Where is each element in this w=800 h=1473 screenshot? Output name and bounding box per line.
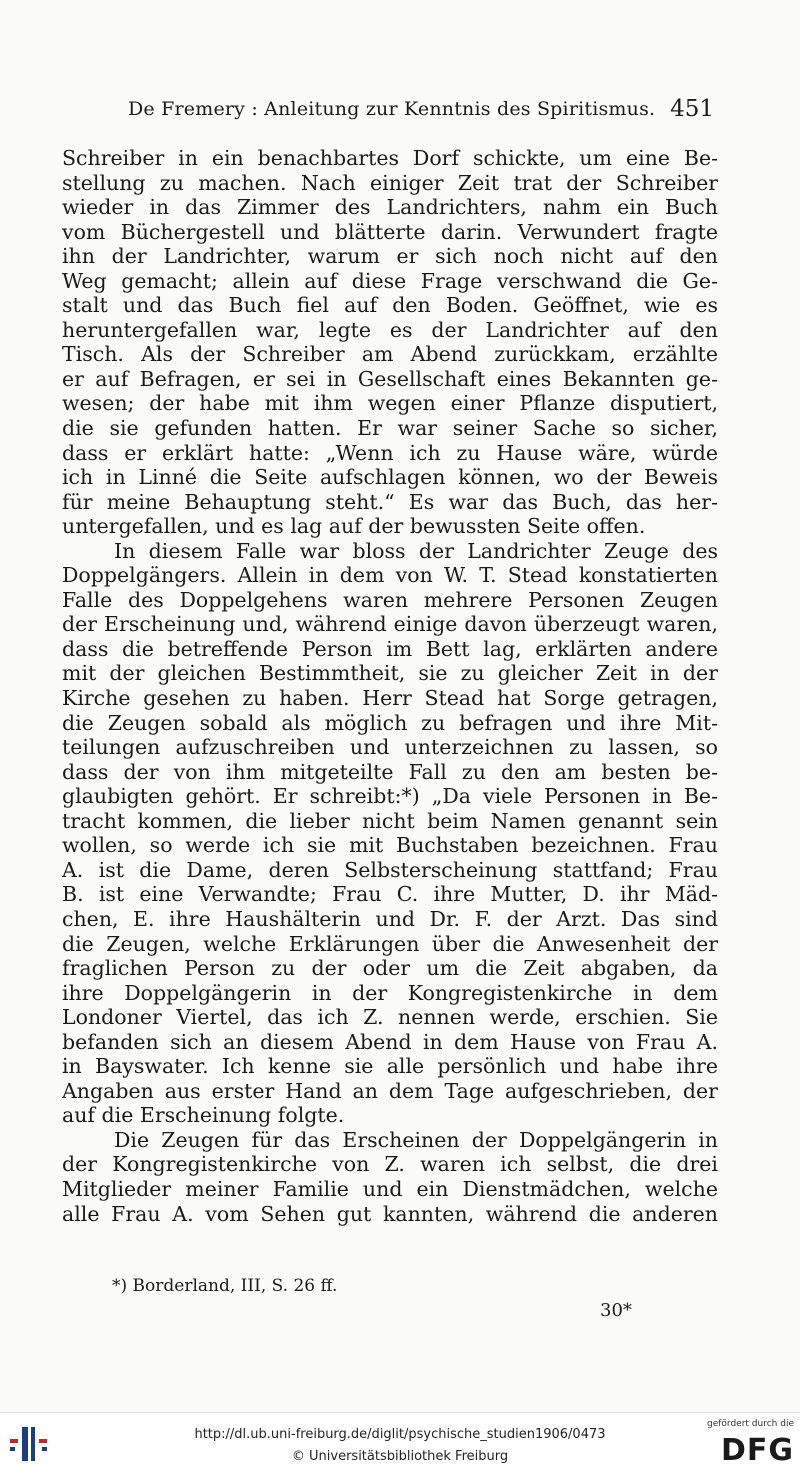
text-line: die Zeugen sobald als möglich zu befragen und ihre Mit- bbox=[62, 710, 718, 735]
text-line: wollen, so werde ich sie mit Buchstaben bezeichnen. Frau bbox=[62, 833, 718, 858]
text-line: glaubigten gehört. Er schreibt:*) „Da viele Personen in Be- bbox=[62, 784, 718, 809]
text-line: In diesem Falle war bloss der Landrichter Zeuge des bbox=[114, 538, 718, 563]
text-line: der Kongregistenkirche von Z. waren ich selbst, die drei bbox=[62, 1152, 718, 1177]
dfg-funding-logo bbox=[704, 1419, 794, 1469]
viewer-footer bbox=[0, 1412, 800, 1473]
text-line: mit der gleichen Bestimmtheit, sie zu gleicher Zeit in der bbox=[62, 661, 718, 686]
text-line: in Bayswater. Ich kenne sie alle persönlich und habe ihre bbox=[62, 1054, 718, 1079]
dfg-logo-icon: DFG bbox=[720, 1433, 794, 1468]
document-url-link[interactable]: http://dl.ub.uni-freiburg.de/diglit/psychische_studien1906/0473 bbox=[194, 1427, 606, 1442]
footnote: *) Borderland, III, S. 26 ff. bbox=[112, 1276, 338, 1296]
text-line: die Zeugen, welche Erklärungen über die Anwesenheit der bbox=[62, 931, 718, 956]
running-head: De Fremery : Anleitung zur Kenntnis des Spiritismus. bbox=[128, 98, 656, 120]
text-line: ihn der Landrichter, warum er sich noch nicht auf den bbox=[62, 244, 718, 269]
text-line: die sie gefunden hatten. Er war seiner Sache so sicher, bbox=[62, 416, 718, 441]
text-line: stalt und das Buch fiel auf den Boden. Geöffnet, wie es bbox=[62, 293, 718, 318]
copyright-notice: © Universitätsbibliothek Freiburg bbox=[291, 1449, 509, 1464]
text-line: heruntergefallen war, legte es der Landrichter auf den bbox=[62, 317, 718, 342]
text-line: wieder in das Zimmer des Landrichters, nahm ein Buch bbox=[62, 195, 718, 220]
text-line: B. ist eine Verwandte; Frau C. ihre Mutter, D. ihr Mäd- bbox=[62, 882, 718, 907]
text-line: A. ist die Dame, deren Selbsterscheinung stattfand; Frau bbox=[62, 857, 718, 882]
text-line: untergefallen, und es lag auf der bewussten Seite offen. bbox=[62, 514, 646, 539]
text-line: er auf Befragen, er sei in Gesellschaft eines Bekannten ge- bbox=[62, 366, 718, 391]
text-line: tracht kommen, die lieber nicht beim Namen genannt sein bbox=[62, 808, 718, 833]
text-line: dass der von ihm mitgeteilte Fall zu den am besten be- bbox=[62, 759, 718, 784]
page-number: 451 bbox=[670, 96, 714, 122]
text-line: Londoner Viertel, das ich Z. nennen werde, erschien. Sie bbox=[62, 1005, 718, 1030]
text-line: stellung zu machen. Nach einiger Zeit trat der Schreiber bbox=[62, 170, 718, 195]
text-line: Falle des Doppelgehens waren mehrere Personen Zeugen bbox=[62, 587, 718, 612]
text-line: Schreiber in ein benachbartes Dorf schickte, um eine Be- bbox=[62, 146, 718, 170]
text-line: Doppelgängers. Allein in dem von W. T. Stead konstatierten bbox=[62, 563, 718, 588]
text-line: vom Büchergestell und blätterte darin. Verwundert fragte bbox=[62, 219, 718, 244]
text-line: fraglichen Person zu der oder um die Zeit abgaben, da bbox=[62, 956, 718, 981]
text-line: Die Zeugen für das Erscheinen der Doppelgängerin in bbox=[114, 1127, 718, 1152]
text-line: dass er erklärt hatte: „Wenn ich zu Hause wäre, würde bbox=[62, 440, 718, 465]
body-text bbox=[62, 146, 718, 1226]
text-line: auf die Erscheinung folgte. bbox=[62, 1103, 345, 1128]
text-line: Tisch. Als der Schreiber am Abend zurückkam, erzählte bbox=[62, 342, 718, 367]
text-line: befanden sich an diesem Abend in dem Hause von Frau A. bbox=[62, 1029, 718, 1054]
text-line: ihre Doppelgängerin in der Kongregistenkirche in dem bbox=[62, 980, 718, 1005]
text-line: alle Frau A. vom Sehen gut kannten, während die anderen bbox=[62, 1201, 718, 1226]
dfg-tagline: gefördert durch die bbox=[707, 1419, 794, 1429]
text-line: Weg gemacht; allein auf diese Frage verschwand die Ge- bbox=[62, 268, 718, 293]
text-line: Mitglieder meiner Familie und ein Dienstmädchen, welche bbox=[62, 1176, 718, 1201]
text-line: Kirche gesehen zu haben. Herr Stead hat Sorge getragen, bbox=[62, 686, 718, 711]
text-line: für meine Behauptung steht.“ Es war das Buch, das her- bbox=[62, 489, 718, 514]
page-header bbox=[0, 96, 800, 130]
text-line: der Erscheinung und, während einige davon überzeugt waren, bbox=[62, 612, 718, 637]
text-line: dass die betreffende Person im Bett lag, erklärten andere bbox=[62, 636, 718, 661]
text-line: wesen; der habe mit ihm wegen einer Pflanze disputiert, bbox=[62, 391, 718, 416]
text-line: Angaben aus erster Hand an dem Tage aufgeschrieben, der bbox=[62, 1078, 718, 1103]
signature-mark: 30* bbox=[600, 1300, 632, 1321]
text-line: teilungen aufzuschreiben und unterzeichnen zu lassen, so bbox=[62, 735, 718, 760]
text-line: ich in Linné die Seite aufschlagen können, wo der Beweis bbox=[62, 465, 718, 490]
text-line: chen, E. ihre Haushälterin und Dr. F. der Arzt. Das sind bbox=[62, 906, 718, 931]
